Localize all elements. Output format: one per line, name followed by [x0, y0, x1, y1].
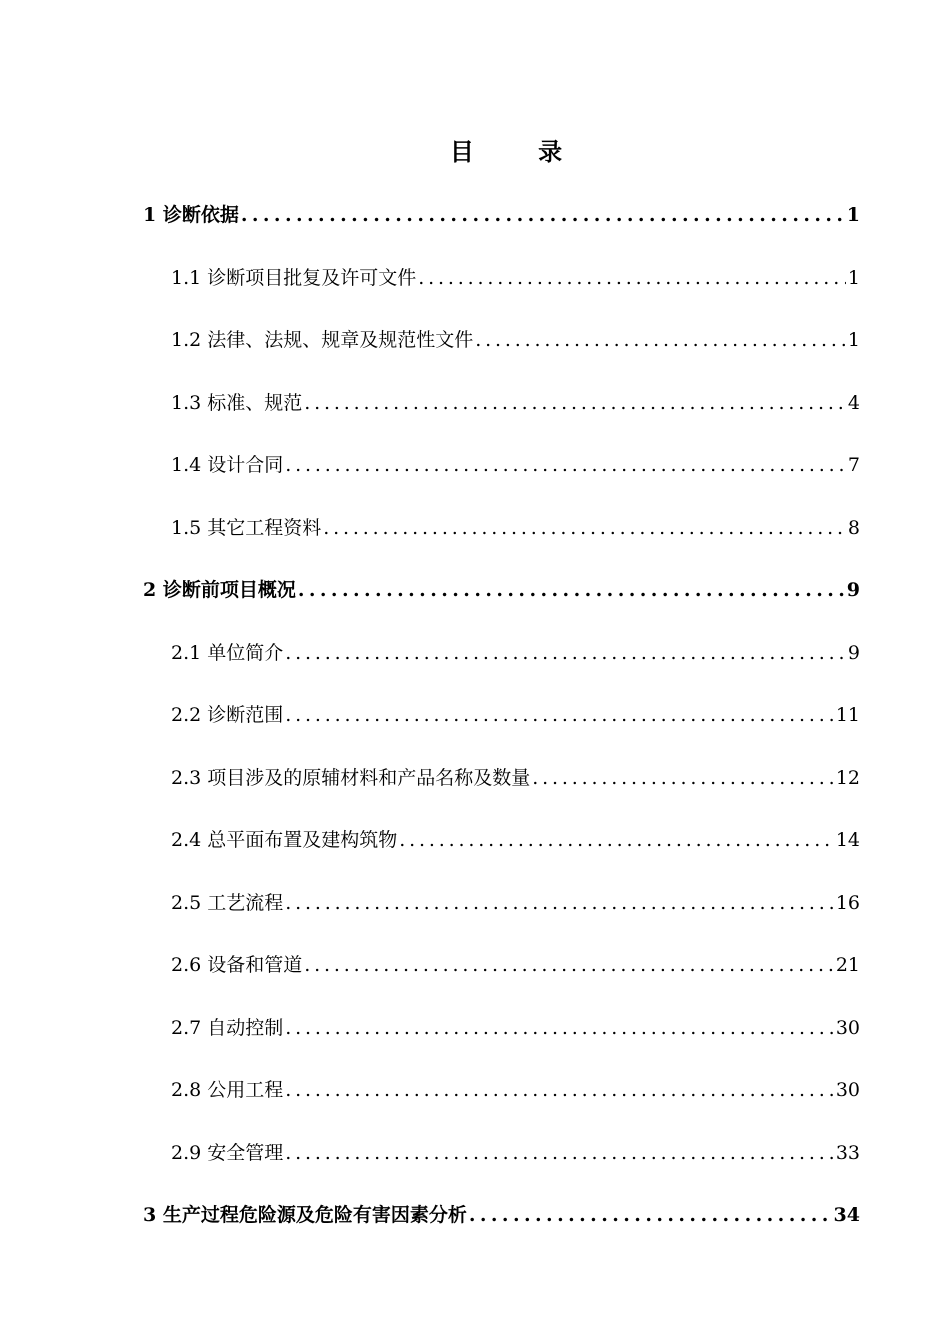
- toc-leader-dots: [304, 392, 846, 414]
- toc-entry-page: 1: [847, 329, 860, 351]
- toc-entry[interactable]: [171, 450, 860, 490]
- toc-entry-page: 14: [835, 829, 860, 851]
- toc-leader-dots: [475, 329, 846, 351]
- toc-entry[interactable]: [143, 575, 860, 615]
- toc-entry[interactable]: [143, 1200, 860, 1240]
- toc-entry-label: 2.4 总平面布置及建构筑物: [171, 829, 398, 851]
- toc-entry-label: 2.6 设备和管道: [171, 954, 303, 976]
- toc-leader-dots: [285, 454, 846, 476]
- toc-leader-dots: [323, 517, 846, 539]
- toc-entry-label: 2.1 单位简介: [171, 642, 284, 664]
- toc-leader-dots: [285, 1142, 834, 1164]
- toc-entry-page: 9: [847, 642, 860, 664]
- toc-leader-dots: [304, 954, 834, 976]
- toc-leader-dots: [285, 1079, 834, 1101]
- toc-entry-label: 1.4 设计合同: [171, 454, 284, 476]
- toc-leader-dots: [418, 267, 846, 289]
- toc-entry[interactable]: [171, 388, 860, 428]
- toc-entry-label: 2.3 项目涉及的原辅材料和产品名称及数量: [171, 767, 531, 789]
- toc-entry-page: 4: [847, 392, 860, 414]
- toc-entry-label: 2.8 公用工程: [171, 1079, 284, 1101]
- toc-entry-label: 2.2 诊断范围: [171, 704, 284, 726]
- toc-entry-label: 2.7 自动控制: [171, 1017, 284, 1039]
- toc-entry[interactable]: [171, 1138, 860, 1178]
- toc-leader-dots: [532, 767, 834, 789]
- toc-entry[interactable]: [171, 638, 860, 678]
- toc-title: 目 录: [449, 137, 591, 166]
- toc-entry-label: 2.5 工艺流程: [171, 892, 284, 914]
- toc-entry-label: 1.1 诊断项目批复及许可文件: [171, 267, 417, 289]
- toc-entry[interactable]: [171, 1013, 860, 1053]
- toc-leader-dots: [469, 1204, 832, 1226]
- toc-entry-label: 3 生产过程危险源及危险有害因素分析: [143, 1204, 467, 1226]
- toc-leader-dots: [241, 204, 845, 226]
- toc-entry-page: 8: [847, 517, 860, 539]
- toc-entry-page: 33: [835, 1142, 860, 1164]
- toc-entry-page: 7: [847, 454, 860, 476]
- toc-leader-dots: [285, 892, 834, 914]
- toc-entry[interactable]: [171, 825, 860, 865]
- toc-leader-dots: [399, 829, 834, 851]
- toc-entry[interactable]: [171, 763, 860, 803]
- toc-entry-label: 1.2 法律、法规、规章及规范性文件: [171, 329, 474, 351]
- toc-entry-page: 30: [835, 1079, 860, 1101]
- toc-entry-page: 30: [835, 1017, 860, 1039]
- toc-leader-dots: [285, 1017, 834, 1039]
- toc-entry[interactable]: [171, 700, 860, 740]
- toc-entry-page: 16: [835, 892, 860, 914]
- toc-entry[interactable]: [143, 200, 860, 240]
- toc-entry-label: 1.3 标准、规范: [171, 392, 303, 414]
- toc-entry[interactable]: [171, 325, 860, 365]
- toc-entry[interactable]: [171, 513, 860, 553]
- toc-entry-page: 21: [835, 954, 860, 976]
- toc-entry-page: 1: [846, 204, 860, 226]
- toc-entry-label: 1.5 其它工程资料: [171, 517, 322, 539]
- toc-leader-dots: [285, 704, 834, 726]
- toc-entry-page: 11: [835, 704, 860, 726]
- toc-entry-page: 9: [846, 579, 860, 601]
- toc-entry[interactable]: [171, 1075, 860, 1115]
- toc-entry[interactable]: [171, 950, 860, 990]
- toc-entry-page: 34: [833, 1204, 860, 1226]
- toc-leader-dots: [298, 579, 845, 601]
- toc-entry-page: 12: [835, 767, 860, 789]
- toc-entry[interactable]: [171, 263, 860, 303]
- toc-entry-label: 1 诊断依据: [143, 204, 239, 226]
- toc-entry-label: 2.9 安全管理: [171, 1142, 284, 1164]
- toc-entry-label: 2 诊断前项目概况: [143, 579, 296, 601]
- toc-leader-dots: [285, 642, 846, 664]
- toc-entry[interactable]: [171, 888, 860, 928]
- toc-entry-page: 1: [847, 267, 860, 289]
